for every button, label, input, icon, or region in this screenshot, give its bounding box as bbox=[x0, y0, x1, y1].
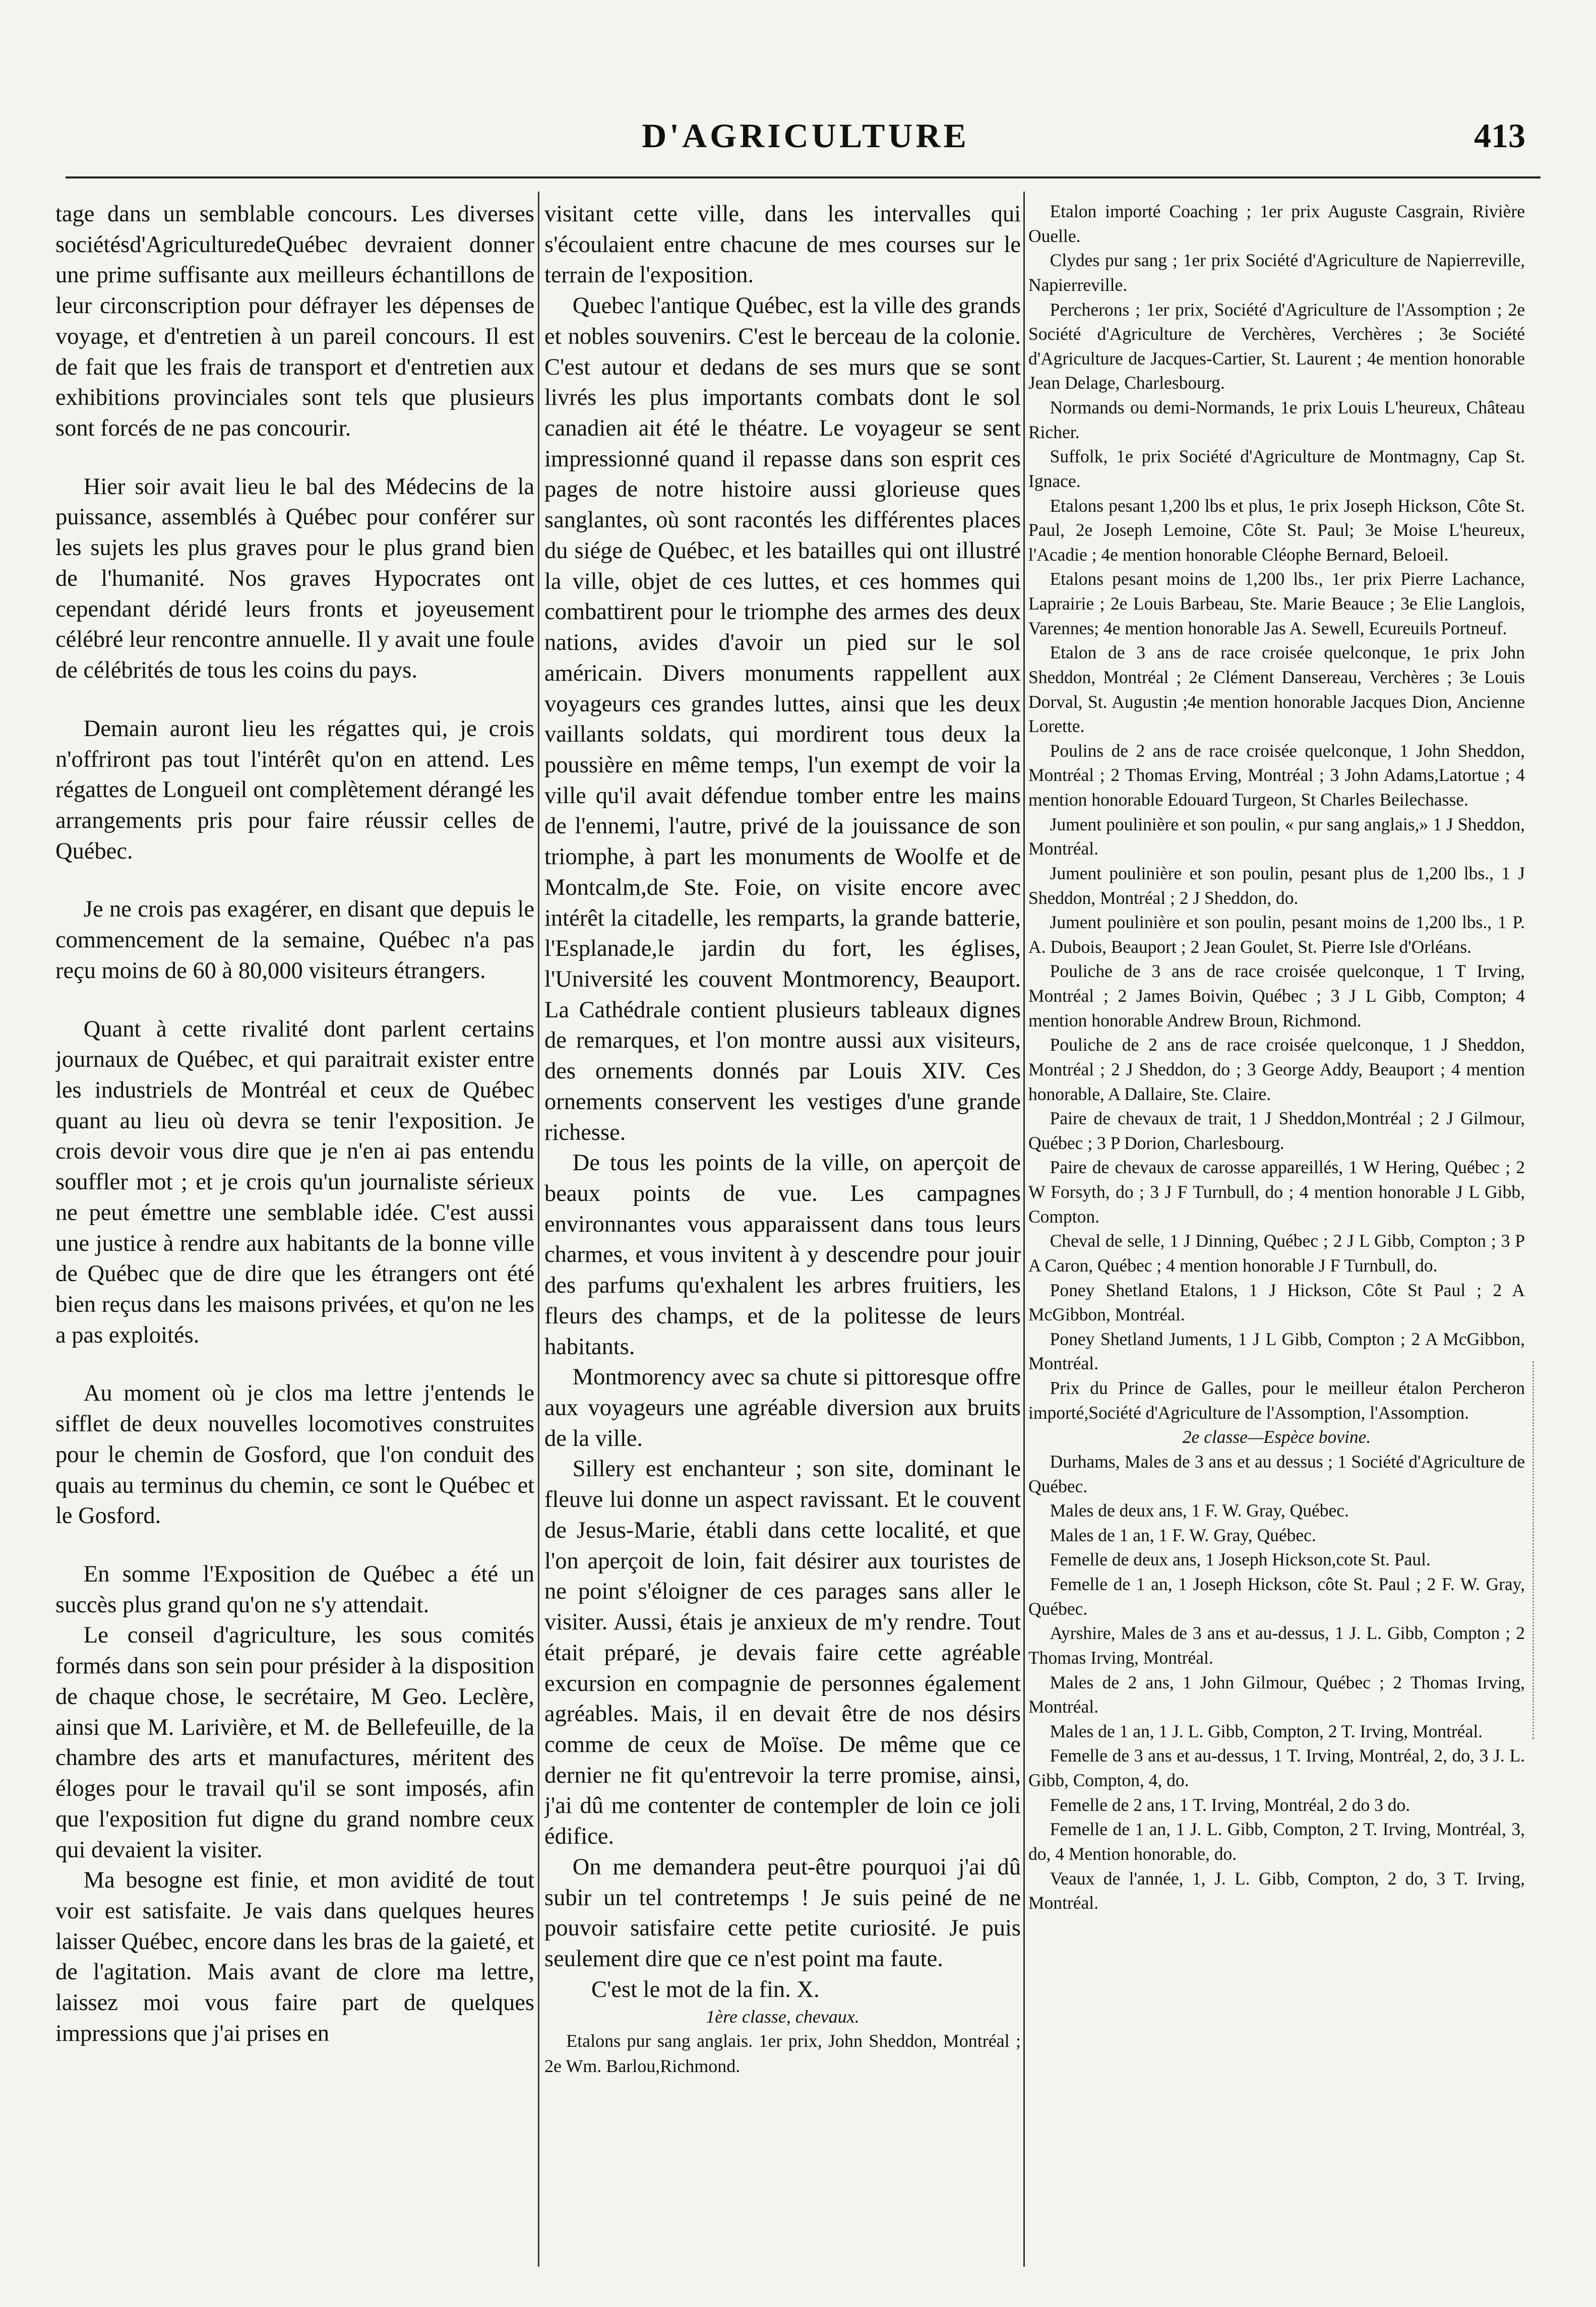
running-title: D'AGRICULTURE bbox=[642, 116, 969, 155]
prize-entry: Normands ou demi-Normands, 1e prix Louis L'heureux, Château Richer. bbox=[1028, 397, 1525, 442]
prize-entry: Suffolk, 1e prix Société d'Agriculture de Montmagny, Cap St. Ignace. bbox=[1028, 446, 1525, 491]
prize-entry: Femelle de 1 an, 1 J. L. Gibb, Compton, 2 T. Irving, Montréal, 3, do, 4 Mention honorable, do. bbox=[1028, 1819, 1525, 1864]
section-heading: 2e classe—Espèce bovine. bbox=[1182, 1427, 1371, 1447]
paragraph: Montmorency avec sa chute si pittoresque offre aux voyageurs une agréable diversion aux bruits de la ville. bbox=[544, 1364, 1021, 1451]
prize-entry: Males de 1 an, 1 J. L. Gibb, Compton, 2 T. Irving, Montréal. bbox=[1050, 1721, 1483, 1741]
header-rule bbox=[66, 176, 1541, 178]
prize-entry: Jument poulinière et son poulin, pesant plus de 1,200 lbs., 1 J Sheddon, Montréal ; 2 J Sheddon, do. bbox=[1028, 863, 1525, 908]
prize-entry: Males de 2 ans, 1 John Gilmour, Québec ; 2 Thomas Irving, Montréal. bbox=[1028, 1672, 1525, 1717]
paragraph: Je ne crois pas exagérer, en disant que depuis le commencement de la semaine, Québec n'a pas reçu moins de 60 à 80,000 visiteurs étrangers. bbox=[55, 896, 534, 984]
prize-entry: Poulins de 2 ans de race croisée quelconque, 1 John Sheddon, Montréal ; 2 Thomas Erving, Montréal ; 3 John Adams,Latortue ; 4 mention honorable Edouard Turgeon, St Charles Beilechasse. bbox=[1028, 740, 1525, 810]
page-header bbox=[76, 116, 1536, 161]
prize-entry: Etalons pesant moins de 1,200 lbs., 1er prix Pierre Lachance, Laprairie ; 2e Louis Barbeau, Ste. Marie Beauce ; 3e Elie Langlois, Varennes; 4e mention honorable Jas A. Sewell, Ecureuils Portneuf. bbox=[1028, 569, 1525, 638]
prize-entry: Femelle de 3 ans et au-dessus, 1 T. Irving, Montréal, 2, do, 3 J. L. Gibb, Compton, 4, do. bbox=[1028, 1745, 1525, 1790]
margin-mark bbox=[1532, 1361, 1534, 1739]
paragraph: Au moment où je clos ma lettre j'entends le sifflet de deux nouvelles locomotives construites pour le chemin de Gosford, que l'on conduit des quais au terminus du chemin, ce sont le Québec et le Gosford. bbox=[55, 1380, 534, 1529]
prize-entry: Pouliche de 2 ans de race croisée quelconque, 1 J Sheddon, Montréal ; 2 J Sheddon, do ; 3 George Addy, Beauport ; 4 mention honorable, A Dallaire, Ste. Claire. bbox=[1028, 1035, 1525, 1104]
paragraph: Quant à cette rivalité dont parlent certains journaux de Québec, et qui paraitrait exister entre les industriels de Montréal et ceux de Québec quant au lieu où devra se tenir l'exposition. Je crois devoir vous dire que je n'en ai pas entendu souffler mot ; et je crois qu'un journaliste sérieux ne peut émettre une semblable idée. C'est aussi une justice à rendre aux habitants de la bonne ville de Québec que de dire que les étrangers ont été bien reçus dans les maisons privées, et qu'on ne les a pas exploités. bbox=[55, 1016, 534, 1348]
prize-entry: Poney Shetland Etalons, 1 J Hickson, Côte St Paul ; 2 A McGibbon, Montréal. bbox=[1028, 1280, 1525, 1325]
paragraph: Le conseil d'agriculture, les sous comités formés dans son sein pour présider à la disposition de chaque chose, le secrétaire, M Geo. Leclère, ainsi que M. Larivière, et M. de Bellefeuille, de la chambre des arts et manufactures, méritent des éloges pour le travail qu'il se sont imposés, afin que l'exposition fut digne du grand nombre ceux qui devaient la visiter. bbox=[55, 1622, 534, 1863]
column-divider-1 bbox=[538, 192, 539, 2267]
column-2 bbox=[544, 199, 1021, 2262]
prize-entry: Etalon importé Coaching ; 1er prix Auguste Casgrain, Rivière Ouelle. bbox=[1028, 201, 1525, 246]
paragraph: Demain auront lieu les régattes qui, je crois n'offriront pas tout l'intérêt qu'on en attend. Les régattes de Longueil ont complètement dérangé les arrangements pris pour faire réussir celles de Québec. bbox=[55, 715, 534, 864]
signature-line: C'est le mot de la fin. X. bbox=[591, 1976, 820, 2002]
section-heading: 1ère classe, chevaux. bbox=[706, 2007, 860, 2027]
prize-entry: Jument poulinière et son poulin, « pur sang anglais,» 1 J Sheddon, Montréal. bbox=[1028, 814, 1525, 859]
paragraph: Ma besogne est finie, et mon avidité de tout voir est satisfaite. Je vais dans quelques heures laisser Québec, encore dans les bras de la gaieté, et de l'agitation. Mais avant de clore ma lettre, laissez moi vous faire part de quelques impressions que j'ai prises en bbox=[55, 1867, 534, 2046]
prize-entry: Percherons ; 1er prix, Société d'Agriculture de l'Assomption ; 2e Société d'Agriculture de Verchères, Verchères ; 3e Société d'Agriculture de Jacques-Cartier, St. Laurent ; 4e mention honorable Jean Delage, Charlesbourg. bbox=[1028, 299, 1525, 393]
prize-entry: Ayrshire, Males de 3 ans et au-dessus, 1 J. L. Gibb, Compton ; 2 Thomas Irving, Montréal. bbox=[1028, 1623, 1525, 1668]
paragraph: De tous les points de la ville, on aperçoit de beaux points de vue. Les campagnes environnantes vous apparaissent dans tous leurs charmes, et vous invitent à y descendre pour jouir des parfums qu'exhalent les arbres fruitiers, les fleurs des champs, et de la politesse de leurs habitants. bbox=[544, 1150, 1021, 1360]
prize-entry: Males de deux ans, 1 F. W. Gray, Québec. bbox=[1050, 1500, 1349, 1521]
paragraph: Quebec l'antique Québec, est la ville des grands et nobles souvenirs. C'est le berceau de la colonie. C'est autour et dedans de ses murs que se sont livrés les plus importants combats dont le sol canadien ait été le théatre. Le voyageur se sent impressionné quand il repasse dans son esprit ces pages de notre histoire aussi glorieuse ques sanglantes, où sont racontés les différentes places du siége de Québec, et les batailles qui ont illustré la ville, objet de ces luttes, et ces hommes qui combattirent pour le triomphe des armes des deux nations, avides d'avoir un pied sur le sol américain. Divers monuments rappellent aux voyageurs ces grandes luttes, ainsi que les deux vaillants soldats, qui mordirent tous deux la poussière en même temps, l'un exempt de voir la ville qu'il avait défendue tomber entre les mains de l'ennemi, l'autre, privé de la jouissance de son triomphe, à part les monuments de Woolfe et de Montcalm,de Ste. Foie, on visite encore avec intérêt la citadelle, les remparts, la grande batterie, l'Esplanade,le jardin du fort, les églises, l'Université les couvent Montmorency, Beauport. La Cathédrale contient plusieurs tableaux dignes de remarques, et l'on montre aussi aux visiteurs, des ornements donnés par Louis XIV. Ces ornements conservent les vestiges d'une grande richesse. bbox=[544, 293, 1021, 1145]
paragraph: Sillery est enchanteur ; son site, dominant le fleuve lui donne un aspect ravissant. Et le couvent de Jesus-Marie, établi dans cette localité, et que l'on aperçoit de loin, fait désirer aux touristes de ne point s'éloigner de ces parages sans aller le visiter. Aussi, étais je anxieux de m'y rendre. Tout était préparé, je devais faire cette agréable excursion en compagnie de personnes également agréables. Mais, il en devait être de nos désirs comme de ceux de Moïse. De même que ce dernier ne fit qu'entrevoir la terre promise, ainsi, j'ai dû me contenter de contempler de loin ce joli édifice. bbox=[544, 1456, 1021, 1850]
prize-entry: Prix du Prince de Galles, pour le meilleur étalon Percheron importé,Société d'Agriculture de l'Assomption, l'Assomption. bbox=[1028, 1378, 1525, 1423]
prize-entry: Paire de chevaux de trait, 1 J Sheddon,Montréal ; 2 J Gilmour, Québec ; 3 P Dorion, Charlesbourg. bbox=[1028, 1108, 1525, 1153]
prize-entry: Jument poulinière et son poulin, pesant moins de 1,200 lbs., 1 P. A. Dubois, Beauport ; 2 Jean Goulet, St. Pierre Isle d'Orléans. bbox=[1028, 912, 1525, 957]
paragraph: Hier soir avait lieu le bal des Médecins de la puissance, assemblés à Québec pour conférer sur les sujets les plus graves pour le plus grand bien de l'humanité. Nos graves Hypocrates ont cependant déridé leurs fronts et joyeusement célébré leur rencontre annuelle. Il y avait une foule de célébrités de tous les coins du pays. bbox=[55, 473, 534, 684]
prize-entry: Durhams, Males de 3 ans et au dessus ; 1 Société d'Agriculture de Québec. bbox=[1028, 1451, 1525, 1496]
prize-entry: Pouliche de 3 ans de race croisée quelconque, 1 T Irving, Montréal ; 2 James Boivin, Québec ; 3 J L Gibb, Compton; 4 mention honorable Andrew Broun, Richmond. bbox=[1028, 961, 1525, 1030]
prize-entry: Etalon de 3 ans de race croisée quelconque, 1e prix John Sheddon, Montréal ; 2e Clément Dansereau, Verchères ; 3e Louis Dorval, St. Augustin ;4e mention honorable Jacques Dion, Ancienne Lorette. bbox=[1028, 642, 1525, 737]
prize-entry: Etalons pesant 1,200 lbs et plus, 1e prix Joseph Hickson, Côte St. Paul, 2e Joseph Lemoine, Côte St. Paul; 3e Moise L'heureux, l'Acadie ; 4e mention honorable Cléophe Bernard, Beloeil. bbox=[1028, 495, 1525, 565]
prize-entry: Veaux de l'année, 1, J. L. Gibb, Compton, 2 do, 3 T. Irving, Montréal. bbox=[1028, 1868, 1525, 1913]
page-number: 413 bbox=[1474, 116, 1525, 155]
column-3 bbox=[1028, 199, 1525, 2262]
paragraph: tage dans un semblable concours. Les diverses sociétésd'AgriculturedeQuébec devraient donner une prime suffisante aux meilleurs échantillons de leur circonscription pour défrayer les dépenses de voyage, et d'entretien à un pareil concours. Il est de fait que les frais de transport et d'entretien aux exhibitions provinciales sont tels que plusieurs sont forcés de ne pas concourir. bbox=[55, 201, 534, 442]
prize-entry: Femelle de 1 an, 1 Joseph Hickson, côte St. Paul ; 2 F. W. Gray, Québec. bbox=[1028, 1574, 1525, 1619]
prize-entry: Paire de chevaux de carosse appareillés, 1 W Hering, Québec ; 2 W Forsyth, do ; 3 J F Turnbull, do ; 4 mention honorable J L Gibb, Compton. bbox=[1028, 1157, 1525, 1227]
prize-entry: Cheval de selle, 1 J Dinning, Québec ; 2 J L Gibb, Compton ; 3 P A Caron, Québec ; 4 mention honorable J F Turnbull, do. bbox=[1028, 1231, 1525, 1276]
prize-entry: Etalons pur sang anglais. 1er prix, John Sheddon, Montréal ; 2e Wm. Barlou,Richmond. bbox=[544, 2031, 1021, 2076]
paragraph: On me demandera peut-être pourquoi j'ai dû subir un tel contretemps ! Je suis peiné de ne pouvoir satisfaire cette petite curiosité. Je puis seulement dire que ce n'est point ma faute. bbox=[544, 1854, 1021, 1972]
prize-entry: Femelle de deux ans, 1 Joseph Hickson,cote St. Paul. bbox=[1050, 1549, 1431, 1570]
prize-entry: Femelle de 2 ans, 1 T. Irving, Montréal, 2 do 3 do. bbox=[1050, 1794, 1410, 1815]
prize-entry: Poney Shetland Juments, 1 J L Gibb, Compton ; 2 A McGibbon, Montréal. bbox=[1028, 1328, 1525, 1374]
paragraph: visitant cette ville, dans les intervalles qui s'écoulaient entre chacune de mes courses sur le terrain de l'exposition. bbox=[544, 201, 1021, 288]
prize-entry: Clydes pur sang ; 1er prix Société d'Agriculture de Napierreville, Napierreville. bbox=[1028, 250, 1525, 295]
column-divider-2 bbox=[1023, 192, 1025, 2267]
prize-entry: Males de 1 an, 1 F. W. Gray, Québec. bbox=[1050, 1525, 1316, 1545]
column-1 bbox=[55, 199, 534, 2262]
paragraph: En somme l'Exposition de Québec a été un succès plus grand qu'on ne s'y attendait. bbox=[55, 1561, 534, 1618]
